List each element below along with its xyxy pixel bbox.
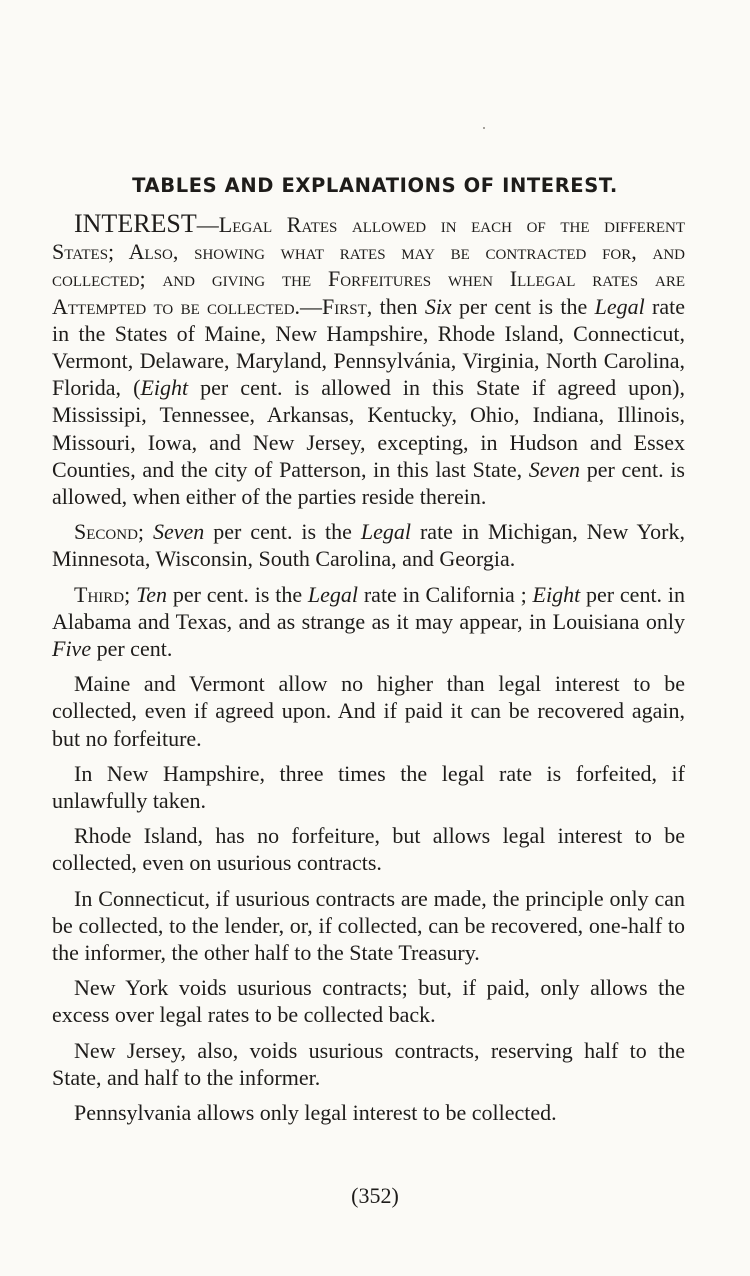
second-text: per cent. is the bbox=[204, 519, 361, 545]
intro-text: rate in the States of Maine, New Hampshire, Rhode Island, Connecticut, Vermont, Delaware, Maryland, Pennsylvánia, Virginia, North Carolina, Florida, ( bbox=[52, 293, 685, 401]
italic-seven: Seven bbox=[152, 519, 205, 545]
second-paragraph bbox=[52, 518, 685, 572]
second-text: ; bbox=[137, 519, 153, 545]
print-speck bbox=[483, 127, 485, 129]
body-text bbox=[52, 210, 685, 1126]
italic-eight: Eight bbox=[140, 375, 189, 401]
intro-text: per cent is the bbox=[451, 293, 595, 319]
page-heading: TABLES AND EXPLANATIONS OF INTEREST. bbox=[132, 174, 618, 197]
intro-paragraph bbox=[52, 210, 685, 510]
second-lead: Second bbox=[74, 519, 138, 545]
rhode-island-paragraph: Rhode Island, has no forfeiture, but allows legal interest to be collected, even on usurious contracts. bbox=[52, 823, 685, 876]
connecticut-paragraph: In Connecticut, if usurious contracts are made, the principle only can be collected, to the lender, or, if collected, can be recovered, one-half to the informer, the other half to the State Treasury. bbox=[52, 885, 685, 966]
intro-text: then bbox=[372, 293, 425, 319]
second-text: rate in Michigan, New York, Minnesota, Wisconsin, South Carolina, and Georgia. bbox=[52, 519, 685, 572]
italic-ten: Ten bbox=[136, 581, 168, 607]
italic-legal: Legal bbox=[360, 519, 412, 545]
italic-eight: Eight bbox=[532, 581, 581, 607]
intro-dash: — bbox=[196, 212, 219, 237]
third-text: rate in California ; bbox=[358, 581, 533, 607]
italic-six: Six bbox=[424, 293, 452, 319]
pennsylvania-paragraph: Pennsylvania allows only legal interest to be collected. bbox=[74, 1100, 557, 1126]
page-number: (352) bbox=[351, 1183, 399, 1208]
intro-text: per cent. is allowed in this State if agreed upon), Mississipi, Tennessee, Arkansas, Kentucky, Ohio, Indiana, Illinois, Missouri, Iowa, and New Jersey, excepting, in Hudson and Essex Counties, and the city of Patterson, in this last State, bbox=[52, 375, 685, 482]
new-jersey-paragraph: New Jersey, also, voids usurious contracts, reserving half to the State, and half to the informer. bbox=[52, 1037, 685, 1090]
third-paragraph bbox=[52, 581, 685, 663]
italic-five: Five bbox=[52, 636, 92, 662]
third-text: per cent. is the bbox=[167, 581, 308, 607]
third-text: ; bbox=[124, 581, 137, 607]
third-lead: Third bbox=[74, 581, 125, 607]
intro-text: per cent. is allowed, when either of the parties reside therein. bbox=[52, 456, 685, 510]
italic-legal: Legal bbox=[594, 293, 645, 319]
intro-lead: INTEREST bbox=[74, 209, 197, 238]
italic-seven: Seven bbox=[528, 456, 581, 482]
new-hampshire-paragraph: In New Hampshire, three times the legal rate is forfeited, if unlawfully taken. bbox=[52, 760, 685, 814]
new-york-paragraph: New York voids usurious contracts; but, if paid, only allows the excess over legal rates to be collected back. bbox=[52, 975, 685, 1028]
italic-legal: Legal bbox=[307, 581, 359, 607]
third-text: per cent. in Alabama and Texas, and as strange as it may appear, in Louisiana only bbox=[52, 581, 685, 634]
maine-vermont-paragraph: Maine and Vermont allow no higher than legal interest to be collected, even if agreed upon. And if paid it can be recovered again, but no forfeiture. bbox=[52, 671, 685, 751]
intro-smallcaps: Legal Rates allowed in each of the different States; Also, showing what rates may be contracted for, and collected; and giving the Forfeitures when Illegal rates are Attempted to be collected.—First, bbox=[52, 212, 685, 319]
third-text: per cent. bbox=[91, 636, 173, 662]
